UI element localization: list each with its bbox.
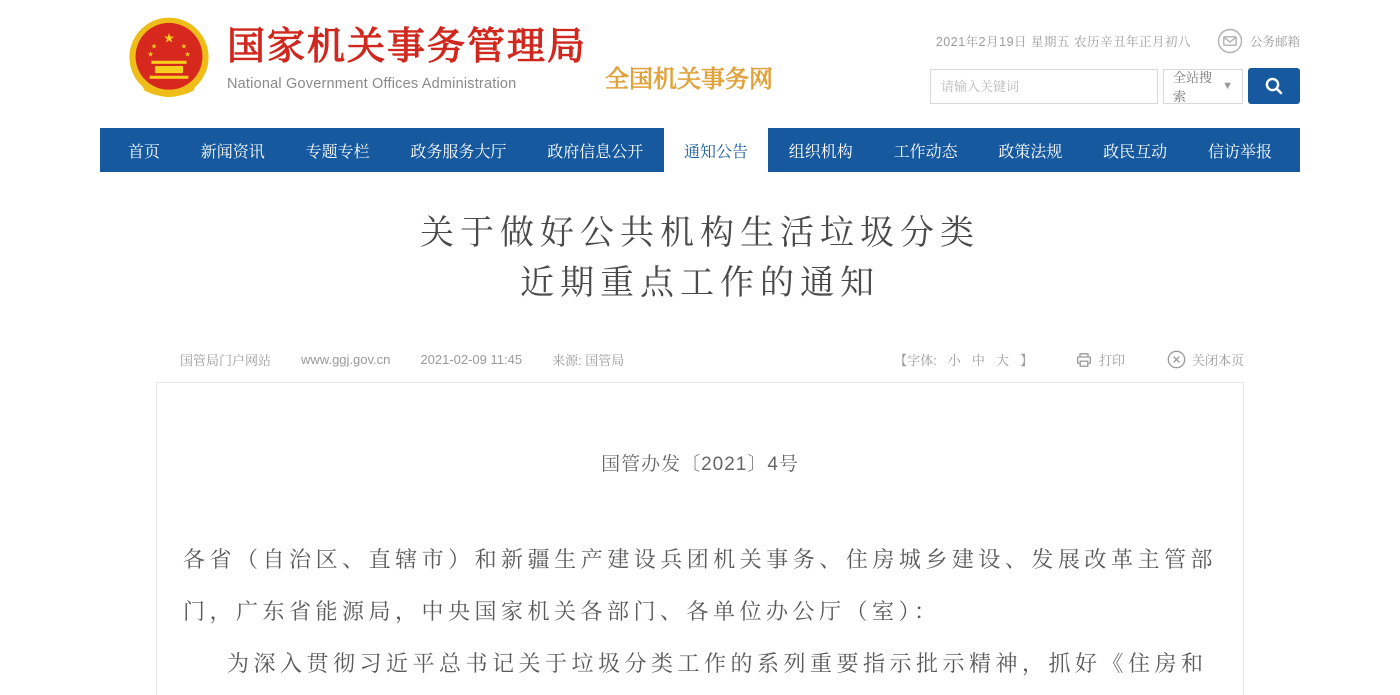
close-page-button[interactable] [1167,350,1244,369]
svg-text:★: ★ [163,30,175,46]
font-size-label-open: 【字体: [894,353,937,368]
article-title-line1: 关于做好公共机构生活垃圾分类 [420,214,980,252]
article-meta-right [894,350,1244,369]
font-small-button[interactable]: 小 [947,353,961,368]
article-meta-left [156,350,624,369]
nav-item-notices[interactable]: 通知公告 [664,128,768,172]
date-text: 2021年2月19日 星期五 农历辛丑年正月初八 [935,35,1191,49]
svg-text:★: ★ [180,43,188,51]
document-content-box [156,382,1244,695]
search-scope-label: 全站搜索 [1173,70,1213,104]
article-title [100,208,1300,308]
envelope-icon [1217,28,1243,54]
nav-item-interaction[interactable]: 政民互动 [1103,143,1168,161]
nav-item-petition[interactable]: 信访举报 [1207,143,1272,161]
close-icon [1167,350,1186,369]
nav-item-info-disclosure[interactable]: 政府信息公开 [547,143,644,161]
print-button[interactable] [1075,350,1125,369]
meta-publish-time: 2021-02-09 11:45 [420,352,523,367]
font-size-label-close: 】 [1019,353,1033,368]
font-medium-button[interactable]: 中 [971,353,985,368]
chevron-down-icon: ▼ [1222,80,1233,92]
brand-text [227,27,587,92]
print-label: 打印 [1098,353,1125,368]
printer-icon [1075,351,1093,369]
body-paragraph: 为深入贯彻习近平总书记关于垃圾分类工作的系列重要指示批示精神，抓好《住房和 [227,651,1208,676]
search-button[interactable] [1248,68,1300,104]
date-row [936,28,1300,54]
search-bar [930,68,1300,104]
article-main [100,208,1300,695]
nav-item-special-topics[interactable]: 专题专栏 [305,143,370,161]
search-input[interactable] [930,69,1158,104]
nav-item-organization[interactable]: 组织机构 [788,143,853,161]
portal-name-link[interactable]: 全国机关事务网 [605,66,774,93]
site-name: 国家机关事务管理局 [227,26,588,68]
nav-item-service-hall[interactable]: 政务服务大厅 [410,143,507,161]
svg-text:★: ★ [147,51,154,59]
main-navigation [100,128,1300,172]
document-number: 国管办发〔2021〕4号 [601,454,799,475]
svg-text:★: ★ [150,43,158,51]
site-logo[interactable] [125,15,587,103]
site-name-english: National Government Offices Administration [227,75,517,92]
search-icon [1263,75,1285,97]
mailbox-label: 公务邮箱 [1249,35,1300,49]
addressee-paragraph: 各省（自治区、直辖市）和新疆生产建设兵团机关事务、住房城乡建设、发展改革主管部门，广东省能源局，中央国家机关各部门、各单位办公厅（室）： [183,547,1217,624]
close-page-label: 关闭本页 [1191,353,1244,368]
header-right [930,15,1300,104]
meta-source: 来源: 国管局 [552,353,625,368]
mailbox-link[interactable] [1217,28,1300,54]
nav-item-home[interactable]: 首页 [128,143,161,161]
article-meta-row [156,350,1244,369]
national-emblem-icon [125,15,213,103]
svg-text:★: ★ [184,51,191,59]
site-header [100,0,1300,128]
meta-site-url: www.ggj.gov.cn [301,352,391,367]
article-title-line2: 近期重点工作的通知 [520,264,880,302]
font-large-button[interactable]: 大 [995,353,1009,368]
search-scope-select[interactable] [1163,69,1243,104]
nav-item-policies[interactable]: 政策法规 [998,143,1063,161]
nav-item-work-dynamics[interactable]: 工作动态 [893,143,958,161]
meta-source-site: 国管局门户网站 [180,353,272,368]
nav-item-news[interactable]: 新闻资讯 [200,143,265,161]
font-size-control [894,350,1033,369]
